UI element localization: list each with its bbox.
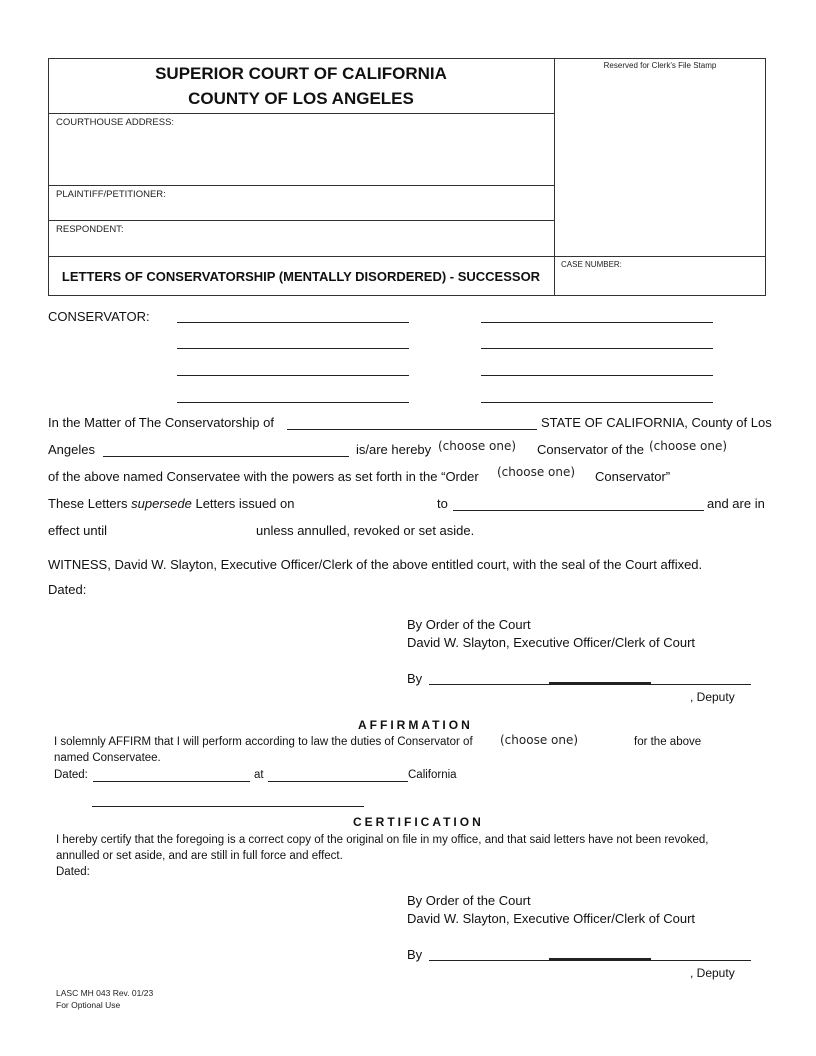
deputy-label: , Deputy: [690, 690, 735, 704]
clerk-stamp-label: Reserved for Clerk's File Stamp: [603, 61, 717, 70]
court-name: SUPERIOR COURT OF CALIFORNIA: [155, 64, 447, 83]
affirmation-dated-label: Dated:: [54, 769, 88, 781]
to-text: to: [437, 496, 448, 511]
appointment-type-dropdown[interactable]: (choose one): [438, 439, 517, 453]
affirmation-title: AFFIRMATION: [358, 718, 473, 732]
affirmation-suffix: for the above: [634, 736, 702, 748]
respondent-field[interactable]: [56, 235, 546, 253]
supersede-word: supersede: [131, 496, 192, 511]
conservator-close-text: Conservator”: [595, 469, 671, 484]
effect-until-date-field[interactable]: [120, 521, 250, 539]
certification-line2: annulled or set aside, and are still in full force and effect.: [56, 850, 343, 862]
conservator-signature-field[interactable]: [92, 806, 364, 807]
certification-line1: I hereby certify that the foregoing is a correct copy of the original on file in my office, and that said letters have not been revoked,: [56, 834, 709, 846]
witness-text: WITNESS, David W. Slayton, Executive Officer/Clerk of the above entitled court, with the seal of the Court affixed.: [48, 557, 703, 572]
unless-text: unless annulled, revoked or set aside.: [256, 523, 475, 538]
case-number-label: CASE NUMBER:: [561, 260, 622, 269]
to-date-field[interactable]: [453, 510, 704, 511]
respondent-label: RESPONDENT:: [56, 224, 124, 235]
supersede-prefix: These Letters: [48, 496, 128, 511]
document-title: LETTERS OF CONSERVATORSHIP (MENTALLY DISORDERED) - SUCCESSOR: [61, 269, 541, 284]
clerk-name-text: David W. Slayton, Executive Officer/Clerk of Court: [407, 635, 696, 650]
conservator-address-field[interactable]: [481, 348, 713, 349]
plaintiff-label: PLAINTIFF/PETITIONER:: [56, 189, 166, 200]
affirmation-text: I solemnly AFFIRM that I will perform according to law the duties of Conservator of: [54, 736, 473, 748]
conservator-label: CONSERVATOR:: [48, 309, 150, 324]
form-number: LASC MH 043 Rev. 01/23: [56, 988, 154, 998]
conservator-name-field[interactable]: [481, 322, 713, 323]
conservator-address-field[interactable]: [177, 402, 409, 403]
is-are-hereby-text: is/are hereby: [356, 442, 432, 457]
issued-on-date-field[interactable]: [298, 494, 428, 512]
conservator-address-field[interactable]: [177, 348, 409, 349]
conservatee-name-field[interactable]: [287, 429, 537, 430]
certification-by-label: By: [407, 947, 423, 962]
certification-dated-label: Dated:: [56, 866, 90, 878]
by-label: By: [407, 671, 423, 686]
deputy-signature-field[interactable]: [429, 684, 751, 685]
caption-rule: [48, 256, 766, 257]
certification-clerk-name: David W. Slayton, Executive Officer/Clerk of Court: [407, 911, 696, 926]
certification-signature-field[interactable]: [429, 960, 751, 961]
case-name-field[interactable]: [103, 456, 349, 457]
affirmation-california: California: [408, 769, 457, 781]
affirmation-type-dropdown[interactable]: (choose one): [500, 733, 579, 747]
matter-prefix: In the Matter of The Conservatorship of: [48, 415, 274, 430]
affirmation-at-label: at: [254, 769, 264, 781]
signature-rule-accent: [549, 682, 651, 684]
signature-rule-accent: [549, 958, 651, 960]
certification-by-order: By Order of the Court: [407, 893, 531, 908]
case-number-field[interactable]: [560, 272, 760, 292]
effect-until-text: effect until: [48, 523, 108, 538]
affirmation-line2: named Conservatee.: [54, 752, 161, 764]
order-type-dropdown[interactable]: (choose one): [497, 465, 576, 479]
plaintiff-field[interactable]: [56, 200, 546, 218]
and-are-in-text: and are in: [707, 496, 765, 511]
caption-divider: [554, 58, 555, 296]
affirmation-city-field[interactable]: [268, 781, 408, 782]
affirmation-date-field[interactable]: [93, 781, 250, 782]
above-named-text: of the above named Conservatee with the powers as set forth in the “Order: [48, 469, 479, 484]
county-name: COUNTY OF LOS ANGELES: [188, 89, 414, 108]
caption-rule: [48, 113, 554, 114]
by-order-text: By Order of the Court: [407, 617, 531, 632]
certification-title: CERTIFICATION: [353, 815, 484, 829]
caption-rule: [48, 220, 554, 221]
supersede-line: [48, 496, 294, 511]
caption-rule: [48, 185, 554, 186]
optional-use: For Optional Use: [56, 1000, 121, 1010]
conservatorship-scope-dropdown[interactable]: (choose one): [649, 439, 728, 453]
conservator-address-field[interactable]: [481, 375, 713, 376]
angeles-text: Angeles: [48, 442, 95, 457]
dated-label: Dated:: [48, 582, 87, 597]
state-county-text: STATE OF CALIFORNIA, County of Los: [541, 415, 772, 430]
conservator-of-the-text: Conservator of the: [537, 442, 644, 457]
conservator-name-field[interactable]: [177, 322, 409, 323]
courthouse-address-field[interactable]: [56, 130, 546, 180]
courthouse-address-label: COURTHOUSE ADDRESS:: [56, 117, 175, 128]
conservator-address-field[interactable]: [177, 375, 409, 376]
conservator-address-field[interactable]: [481, 402, 713, 403]
certification-deputy-label: , Deputy: [690, 966, 735, 980]
supersede-suffix: Letters issued on: [195, 496, 295, 511]
